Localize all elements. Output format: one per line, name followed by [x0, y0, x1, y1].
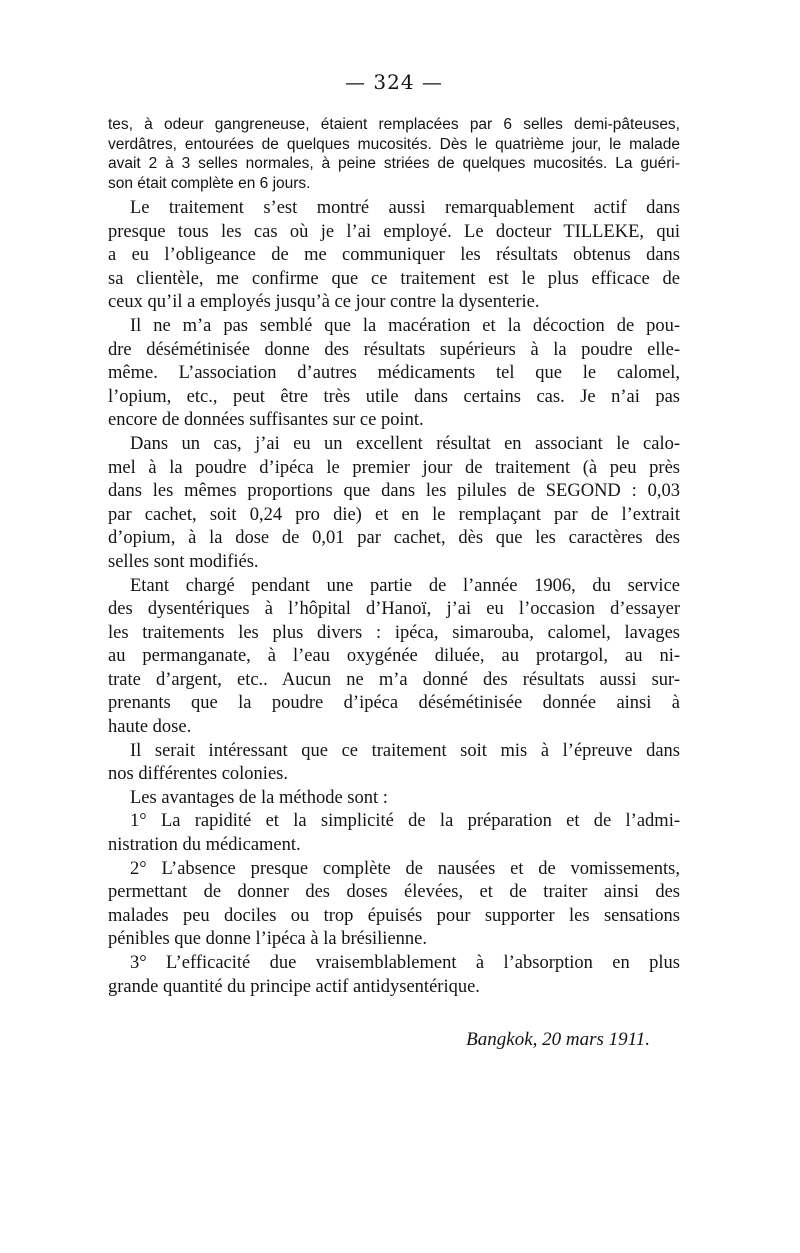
paragraph: [108, 787, 680, 811]
text-line: verdâtres, entourées de quelques mucosités. Dès le quatrième jour, le malade: [108, 135, 680, 153]
text-line: avait 2 à 3 selles normales, à peine striées de quelques mucosités. La guéri-: [108, 155, 680, 172]
text-line: nos différentes colonies.: [108, 764, 288, 785]
paragraph: [108, 740, 680, 787]
text-line: l’opium, etc., peut être très utile dans certains cas. Je n’ai pas: [108, 386, 680, 407]
text-line: au permanganate, à l’eau oxygénée diluée, au protargol, au ni-: [108, 646, 680, 667]
text-line: haute dose.: [108, 717, 192, 738]
paragraph: [108, 315, 680, 433]
text-line: Dans un cas, j’ai eu un excellent résultat en associant le calo-: [130, 433, 680, 454]
text-line: trate d’argent, etc.. Aucun ne m’a donné des résultats aussi sur-: [108, 669, 680, 690]
paragraph: [108, 433, 680, 575]
paragraph: [108, 810, 680, 857]
text-line: grande quantité du principe actif antidysentérique.: [108, 976, 480, 997]
text-line: selles sont modifiés.: [108, 551, 259, 572]
text-line: 2° L’absence presque complète de nausées et de vomissements,: [130, 858, 680, 879]
text-line: d’opium, à la dose de 0,01 par cachet, dès que les caractères des: [108, 528, 680, 549]
text-line: Etant chargé pendant une partie de l’année 1906, du service: [130, 575, 680, 596]
paragraph: [108, 952, 680, 999]
text-line: son était complète en 6 jours.: [108, 174, 311, 192]
text-line: malades peu dociles ou trop épuisés pour supporter les sensations: [108, 905, 680, 926]
text-line: mel à la poudre d’ipéca le premier jour de traitement (à peu près: [108, 457, 680, 478]
text-line: permettant de donner des doses élevées, et de traiter ainsi des: [108, 882, 680, 903]
text-line: pénibles que donne l’ipéca à la brésilienne.: [108, 929, 427, 950]
top-paragraph: [108, 115, 680, 193]
text-line: même. L’association d’autres médicaments tel que le calomel,: [108, 363, 680, 384]
text-line: Le traitement s’est montré aussi remarquablement actif dans: [130, 198, 680, 218]
text-line: Il serait intéressant que ce traitement soit mis à l’épreuve dans: [130, 740, 680, 761]
text-line: a eu l’obligeance de me communiquer les résultats obtenus dans: [108, 245, 680, 266]
text-line: presque tous les cas où je l’ai employé. Le docteur TILLEKE, qui: [108, 221, 680, 242]
text-line: 3° L’efficacité due vraisemblablement à l’absorption en plus: [130, 953, 680, 973]
text-line: Les avantages de la méthode sont :: [130, 787, 388, 808]
text-line: tes, à odeur gangreneuse, étaient remplacées par 6 selles demi-pâteuses,: [108, 116, 680, 133]
paragraph: [108, 858, 680, 952]
paragraph: [108, 197, 680, 315]
text-line: par cachet, soit 0,24 pro die) et en le remplaçant par de l’extrait: [108, 504, 680, 525]
paragraph: [108, 575, 680, 740]
body-text: [108, 197, 680, 999]
text-line: les traitements les plus divers : ipéca, simarouba, calomel, lavages: [108, 622, 680, 643]
text-line: dre désémétinisée donne des résultats supérieurs à la poudre elle-: [108, 339, 680, 360]
text-line: encore de données suffisantes sur ce point.: [108, 410, 424, 431]
text-line: 1° La rapidité et la simplicité de la préparation et de l’admi-: [130, 811, 680, 832]
text-line: dans les mêmes proportions que dans les pilules de SEGOND : 0,03: [108, 481, 680, 502]
text-line: prenants que la poudre d’ipéca désémétinisée donnée ainsi à: [108, 693, 680, 714]
text-line: Il ne m’a pas semblé que la macération et la décoction de pou-: [130, 315, 680, 336]
text-line: des dysentériques à l’hôpital d’Hanoï, j’ai eu l’occasion d’essayer: [108, 599, 680, 620]
signature: Bangkok, 20 mars 1911.: [466, 1029, 650, 1050]
text-line: ceux qu’il a employés jusqu’à ce jour contre la dysenterie.: [108, 292, 540, 313]
text-line: nistration du médicament.: [108, 835, 301, 856]
text-line: sa clientèle, me confirme que ce traitement est le plus efficace de: [108, 268, 680, 289]
page-number: — 324 —: [345, 70, 443, 94]
